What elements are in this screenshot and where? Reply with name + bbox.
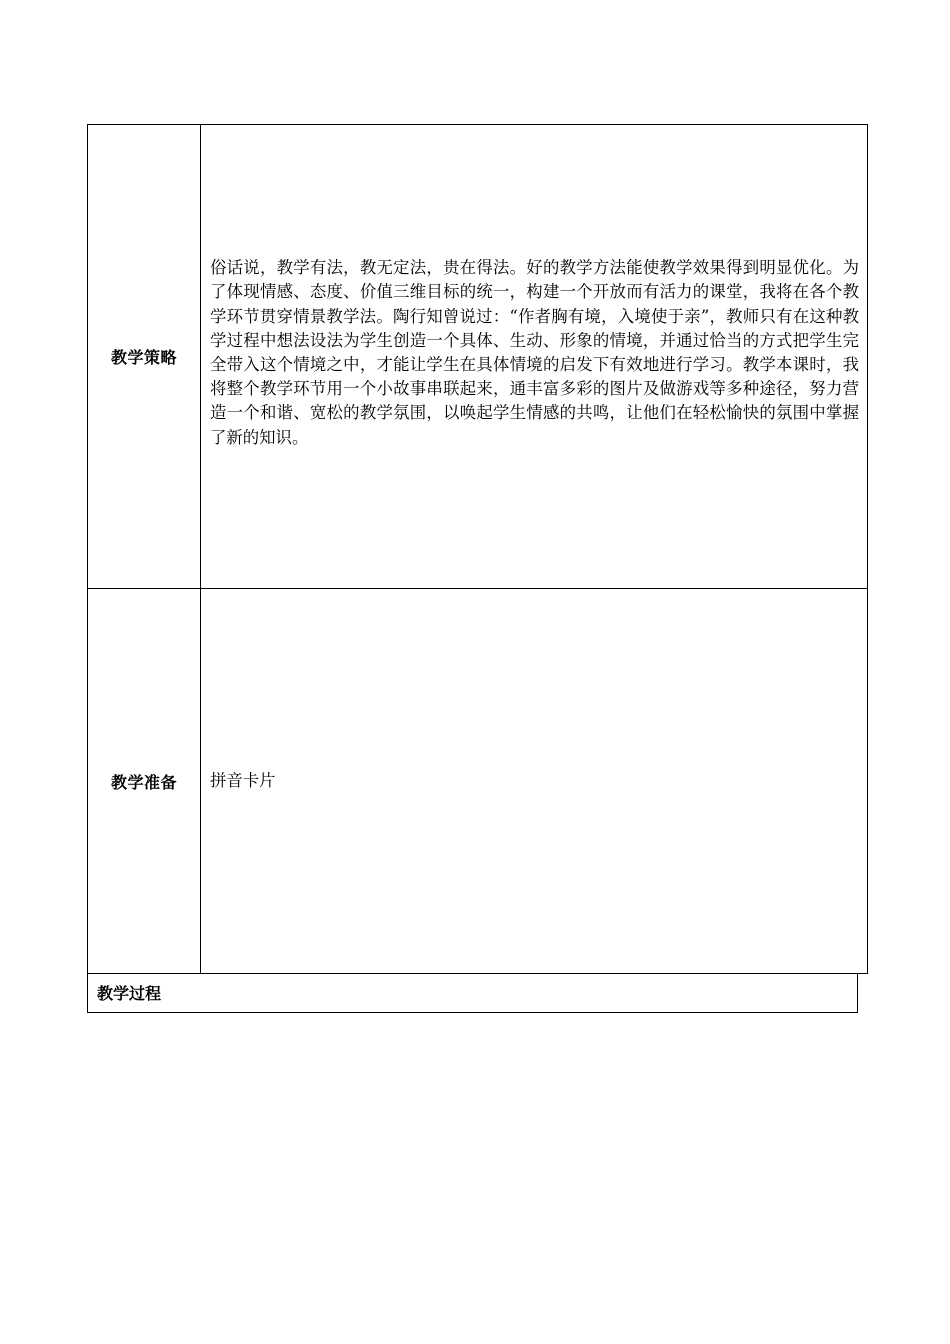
lesson-plan-table: [87, 124, 868, 974]
strategy-label-cell: [88, 125, 201, 588]
process-label: 教学过程: [97, 984, 162, 1003]
preparation-label: 教学准备: [110, 772, 177, 792]
preparation-content: 拼音卡片: [210, 771, 276, 790]
process-row: [87, 973, 858, 1013]
preparation-row: [88, 589, 867, 973]
strategy-label: 教学策略: [110, 348, 177, 367]
strategy-content-cell: [201, 125, 867, 588]
strategy-row: [88, 125, 867, 589]
preparation-content-cell: [201, 589, 867, 973]
strategy-content: 俗话说，教学有法，教无定法，贵在得法。好的教学方法能使教学效果得到明显优化。为了体现情感、态度、价值三维目标的统一，构建一个开放而有活力的课堂，我将在各个教学环节贯穿情景教学法。陶行知曾说过：“作者胸有境，入境使于亲”，教师只有在这种教学过程中想法设法为学生创造一个具体、生动、形象的情境，并通过恰当的方式把学生完全带入这个情境之中，才能让学生在具体情境的启发下有效地进行学习。教学本课时，我将整个教学环节用一个小故事串联起来，通丰富多彩的图片及做游戏等多种途径，努力营造一个和谐、宽松的教学氛围，以唤起学生情感的共鸣，让他们在轻松愉快的氛围中掌握了新的知识。: [210, 258, 859, 447]
preparation-label-cell: [88, 589, 201, 973]
